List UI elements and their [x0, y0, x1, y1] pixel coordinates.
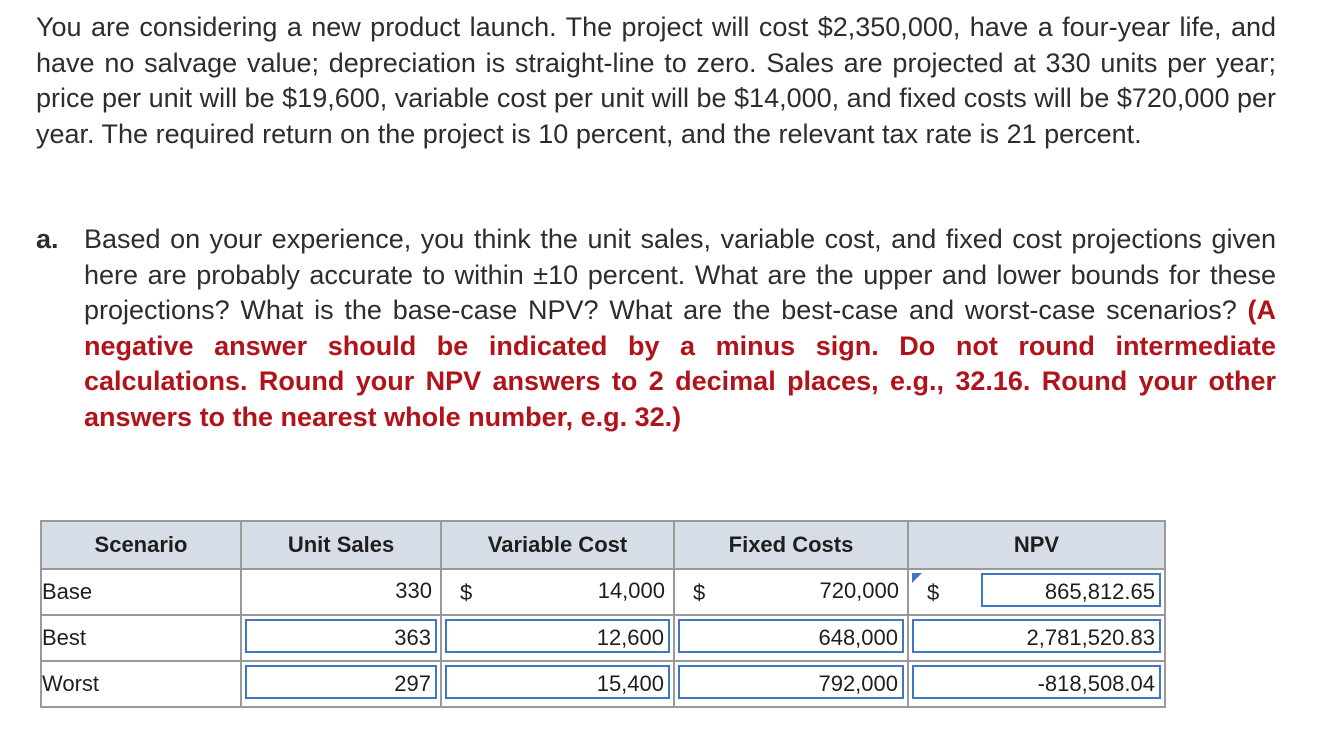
question-letter: a. — [36, 224, 59, 254]
table-row-base — [41, 569, 1165, 615]
unit-sales-cell-worst — [241, 661, 441, 707]
npv-cell-worst — [908, 661, 1165, 707]
question-a — [36, 222, 1276, 435]
scenario-label-worst: Worst — [41, 661, 241, 707]
variable-cost-input-worst[interactable]: 15,400 — [445, 665, 670, 699]
variable-cost-cell-base — [441, 569, 674, 615]
npv-cell-base — [908, 569, 1165, 615]
table-header-row — [41, 521, 1165, 569]
scenario-label-base: Base — [41, 569, 241, 615]
problem-statement: You are considering a new product launch. The project will cost $2,350,000, have a four-year life, and have no salvage value; depreciation is straight-line to zero. Sales are projected at 330 units per year; price per unit will be $19,600, variable cost per unit will be $14,000, and fixed costs will be $720,000 per year. The required return on the project is 10 percent, and the relevant tax rate is 21 percent. — [36, 12, 1276, 149]
fixed-costs-cell-worst — [674, 661, 908, 707]
scenario-label-best: Best — [41, 615, 241, 661]
fixed-costs-value-base: 720,000 — [819, 578, 899, 603]
npv-cell-best — [908, 615, 1165, 661]
header-scenario: Scenario — [41, 521, 241, 569]
unit-sales-value-base: 330 — [395, 578, 432, 603]
unit-sales-input-worst[interactable]: 297 — [245, 665, 437, 699]
table-row-worst — [41, 661, 1165, 707]
unit-sales-cell-base — [241, 569, 441, 615]
npv-input-worst[interactable]: -818,508.04 — [912, 665, 1161, 699]
table-row-best — [41, 615, 1165, 661]
npv-input-base[interactable]: 865,812.65 — [981, 573, 1161, 607]
npv-input-best[interactable]: 2,781,520.83 — [912, 619, 1161, 653]
header-fixed-costs: Fixed Costs — [674, 521, 908, 569]
currency-symbol: $ — [927, 580, 940, 605]
header-unit-sales: Unit Sales — [241, 521, 441, 569]
variable-cost-cell-worst — [441, 661, 674, 707]
unit-sales-input-best[interactable]: 363 — [245, 619, 437, 653]
variable-cost-input-best[interactable]: 12,600 — [445, 619, 670, 653]
unit-sales-cell-best — [241, 615, 441, 661]
answer-instructions: (A negative answer should be indicated by a minus sign. Do not round intermediate calculations. Round your NPV answers to 2 decimal places, e.g., 32.16. Round your other answers to the nearest whole number, e.g. 32.) — [84, 295, 1276, 432]
question-body — [84, 222, 1276, 435]
variable-cost-cell-best — [441, 615, 674, 661]
currency-symbol: $ — [693, 580, 706, 605]
fixed-costs-input-best[interactable]: 648,000 — [678, 619, 904, 653]
question-text: Based on your experience, you think the unit sales, variable cost, and fixed cost projections given here are probably accurate to within ±10 percent. What are the upper and lower bounds for these projections? What is the base-case NPV? What are the best-case and worst-case scenarios? — [84, 224, 1276, 325]
fixed-costs-cell-best — [674, 615, 908, 661]
fixed-costs-input-worst[interactable]: 792,000 — [678, 665, 904, 699]
input-marker-icon — [912, 573, 922, 583]
variable-cost-value-base: 14,000 — [597, 578, 665, 603]
fixed-costs-cell-base — [674, 569, 908, 615]
header-variable-cost: Variable Cost — [441, 521, 674, 569]
header-npv: NPV — [908, 521, 1165, 569]
currency-symbol: $ — [460, 580, 473, 605]
scenario-table — [40, 520, 1166, 708]
